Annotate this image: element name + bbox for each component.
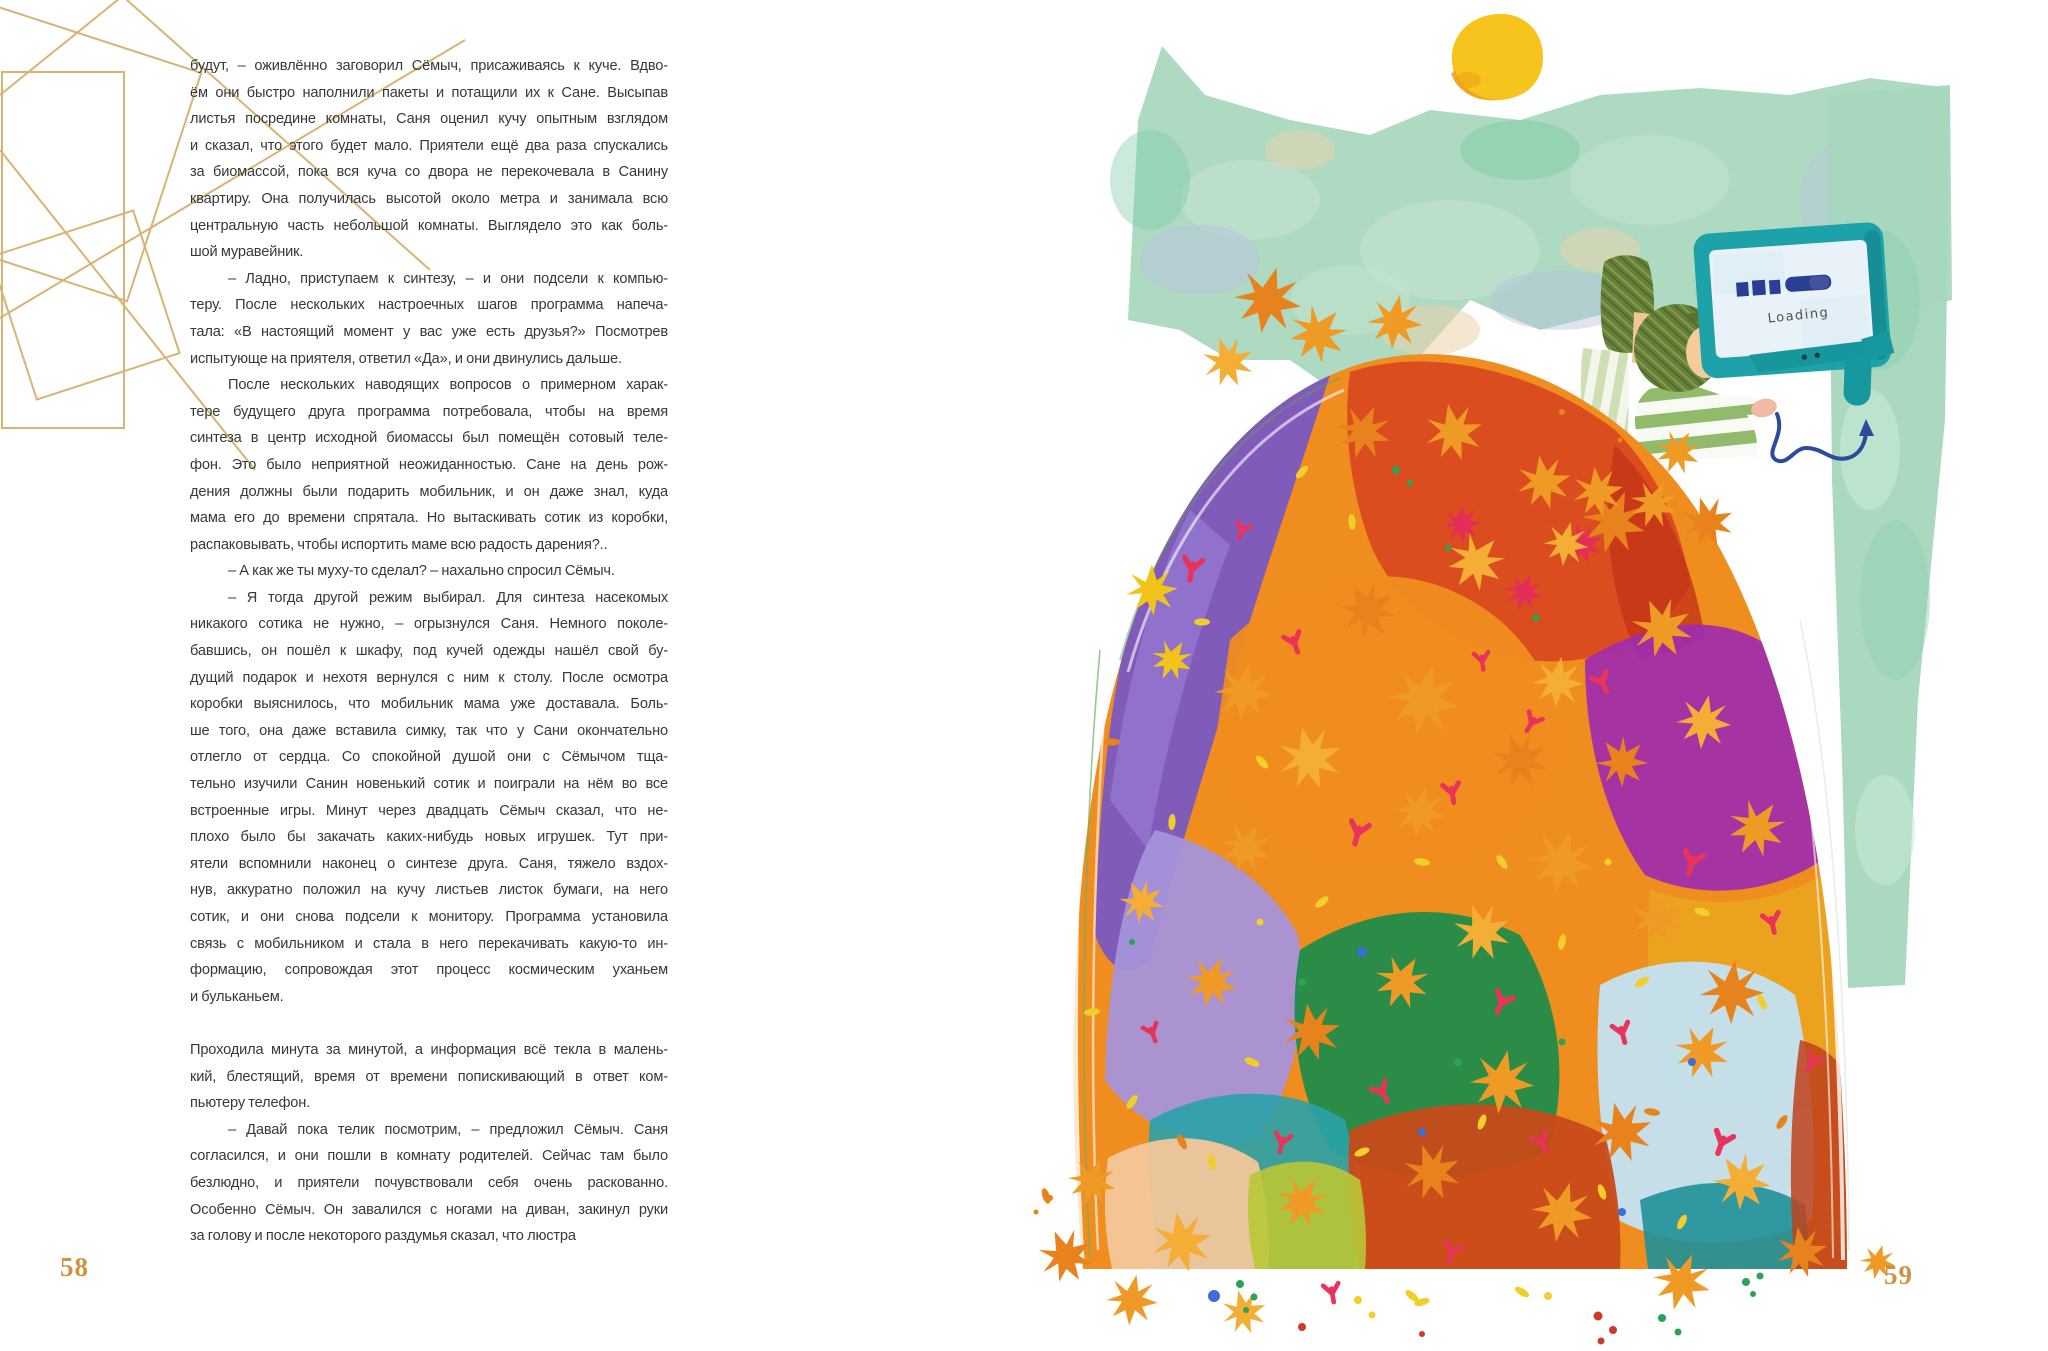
- dot-decoration: [1559, 409, 1565, 415]
- dot-decoration: [1454, 1058, 1462, 1066]
- text-line: ше того, она даже вставила симку, так что у Сани окончательно: [190, 722, 668, 739]
- dot-decoration: [1544, 1292, 1552, 1300]
- decor-rect: [0, 0, 201, 301]
- text-line: за голову и после некоторого раздумья сказал, что люстра: [190, 1228, 576, 1245]
- dot-decoration: [1750, 1291, 1756, 1297]
- dot-decoration: [1354, 1296, 1362, 1304]
- dot-decoration: [1392, 466, 1400, 474]
- dot-decoration: [1658, 1314, 1666, 1322]
- text-line: кий, блестящий, время от времени попискивающий в ответ ком-: [190, 1068, 668, 1085]
- paragraph: [190, 266, 668, 372]
- dot-decoration: [1594, 1312, 1603, 1321]
- kid-front-sweater: [1635, 380, 1757, 462]
- text-column: [190, 53, 668, 1250]
- paragraph: [190, 1037, 668, 1117]
- text-line: Проходила минута за минутой, а информация всё текла в малень-: [190, 1041, 668, 1058]
- text-line: отлегло от сердца. Со спокойной душой они с Сёмычом тща-: [190, 749, 668, 766]
- text-line: коробки выяснилось, что мобильник мама уже доставала. Боль-: [190, 696, 668, 713]
- dot-decoration: [1047, 1195, 1053, 1201]
- leaf-decoration: [1104, 738, 1120, 745]
- dot-decoration: [1243, 1307, 1249, 1313]
- sun-illustration: [1451, 14, 1543, 100]
- text-line: – Давай пока телик посмотрим, – предложил Сёмыч. Саня: [228, 1121, 668, 1138]
- paragraph: [190, 558, 668, 585]
- text-line: – Я тогда другой режим выбирал. Для синтеза насекомых: [228, 589, 668, 606]
- text-line: центральную часть небольшой комнаты. Выглядело это как боль-: [190, 217, 668, 234]
- decor-rect: [2, 72, 124, 428]
- text-line: испытующе на приятеля, ответил «Да», и они двинулись дальше.: [190, 350, 622, 367]
- paragraph: [190, 585, 668, 1011]
- text-line: – А как же ты муху-то сделал? – нахально спросил Сёмыч.: [228, 563, 615, 580]
- dot-decoration: [1533, 615, 1540, 622]
- text-line: и бульканьем.: [190, 988, 284, 1005]
- leaf-decoration: [1194, 618, 1210, 625]
- text-line: нув, аккуратно положил на кучу листьев листок бумаги, на него: [190, 882, 668, 899]
- paragraph: [190, 53, 668, 266]
- dot-decoration: [1757, 1273, 1764, 1280]
- kid-front-arm: [1698, 395, 1758, 415]
- dot-decoration: [1129, 939, 1135, 945]
- text-line: и сказал, что этого будет мало. Приятели ещё два раза спускались: [190, 137, 668, 154]
- text-line: сотик, и они снова подсели к монитору. Программа установила: [190, 909, 668, 925]
- text-line: тере будущего друга программа потребовала, чтобы на время: [190, 403, 668, 420]
- dot-decoration: [1236, 1280, 1244, 1288]
- dot-decoration: [1598, 1338, 1605, 1345]
- text-line: – Ладно, приступаем к синтезу, – и они подсели к компью-: [228, 270, 668, 287]
- text-line: теру. После нескольких настроечных шагов программа напеча-: [190, 297, 668, 314]
- loading-text: Loading: [1766, 305, 1831, 327]
- dot-decoration: [1742, 1278, 1750, 1286]
- dot-decoration: [1618, 438, 1623, 443]
- text-line: встроенные игры. Минут через двадцать Сёмыч сказал, что не-: [190, 802, 668, 819]
- dot-decoration: [1208, 1290, 1220, 1302]
- dot-decoration: [1675, 1329, 1682, 1336]
- text-line: бавшись, он пошёл к шкафу, под кучей одежды нашёл свой бу-: [190, 643, 668, 660]
- text-line: дения должны были подарить мобильник, и он даже знал, куда: [190, 483, 668, 500]
- text-line: связь с мобильником и стала в него перекачивать какую-то ин-: [190, 935, 668, 952]
- dot-decoration: [1688, 1058, 1696, 1066]
- text-line: безлюдно, и приятели почувствовали себя очень раскованно.: [190, 1174, 668, 1191]
- leaf-decoration: [1102, 1270, 1161, 1329]
- dot-decoration: [1407, 480, 1413, 486]
- leaf-pile: [1030, 259, 1900, 1345]
- dot-decoration: [1445, 545, 1451, 551]
- text-line: пьютеру телефон.: [190, 1095, 311, 1112]
- text-line: фон. Это было неприятной неожиданностью. Сане на день рож-: [190, 456, 668, 473]
- text-line: формацию, сопровождая этот процесс космическим уханьем: [190, 962, 668, 979]
- text-line: После нескольких наводящих вопросов о примерном харак-: [228, 377, 668, 394]
- text-line: мама его до времени спрятала. Но вытаскивать сотик из коробки,: [190, 510, 668, 527]
- dot-decoration: [1605, 859, 1612, 866]
- text-line: тала: «В настоящий момент у вас уже есть друзья?» Посмотрев: [190, 323, 668, 340]
- text-line: никакого сотика не нужно, – огрызнулся Саня. Немного поколе-: [190, 616, 668, 633]
- leaf-decoration: [1513, 1285, 1530, 1300]
- dot-decoration: [1357, 947, 1367, 957]
- dot-decoration: [1419, 1331, 1425, 1337]
- text-line: шой муравейник.: [190, 244, 304, 261]
- text-line: Особенно Сёмыч. Он завалился с ногами на диван, закинул руки: [190, 1201, 668, 1218]
- dot-decoration: [1257, 919, 1264, 926]
- page-number-left: 58: [60, 1252, 89, 1282]
- leaf-decoration: [1323, 1283, 1341, 1303]
- dot-decoration: [1298, 978, 1306, 986]
- text-line: плохо было бы закачать каких-нибудь новых игрушек. Тут при-: [190, 829, 668, 846]
- tv-stand-leg: [1843, 353, 1872, 406]
- paragraph: [190, 372, 668, 558]
- page-number-right: 59: [1884, 1260, 1913, 1290]
- dot-decoration: [1559, 1039, 1566, 1046]
- paragraph: [190, 1117, 668, 1250]
- dot-decoration: [1418, 1128, 1426, 1136]
- text-line: квартиру. Она получилась высотой около метра и занимала всю: [190, 190, 668, 207]
- tv-monitor: [1693, 221, 1898, 417]
- text-line: тельно изучили Санин новенький сотик и поиграли на нём во все: [190, 776, 668, 793]
- dot-decoration: [1618, 1208, 1626, 1216]
- text-line: ём они быстро наполнили пакеты и потащили их к Сане. Высыпав: [190, 84, 668, 101]
- text-line: согласился, и они пошли в комнату родителей. Сейчас там было: [190, 1148, 668, 1165]
- wall-strip: [1828, 85, 1950, 988]
- text-line: распаковывать, чтобы испортить маме всю радость дарения?..: [190, 536, 608, 553]
- dot-decoration: [1369, 1312, 1376, 1319]
- dot-decoration: [1298, 1323, 1306, 1331]
- dot-decoration: [1609, 1326, 1617, 1334]
- text-line: ятели вспомнили наконец о синтезе друга. Саня, тяжело вздох-: [190, 855, 668, 872]
- decor-rect: [0, 210, 180, 399]
- text-line: листья посредине комнаты, Саня оценил кучу опытным взглядом: [190, 111, 668, 128]
- text-line: за биомассой, пока вся куча со двора не перекочевала в Санину: [190, 164, 668, 181]
- text-line: синтеза в центр исходной биомассы был помещён сотовый теле-: [190, 430, 668, 447]
- text-line: будут, – оживлённо заговорил Сёмыч, присаживаясь к куче. Вдво-: [190, 58, 668, 74]
- dot-decoration: [1034, 1210, 1039, 1215]
- dot-decoration: [1251, 1294, 1258, 1301]
- text-line: дущий подарок и нехотя вернулся с ним к столу. После осмотра: [190, 669, 668, 686]
